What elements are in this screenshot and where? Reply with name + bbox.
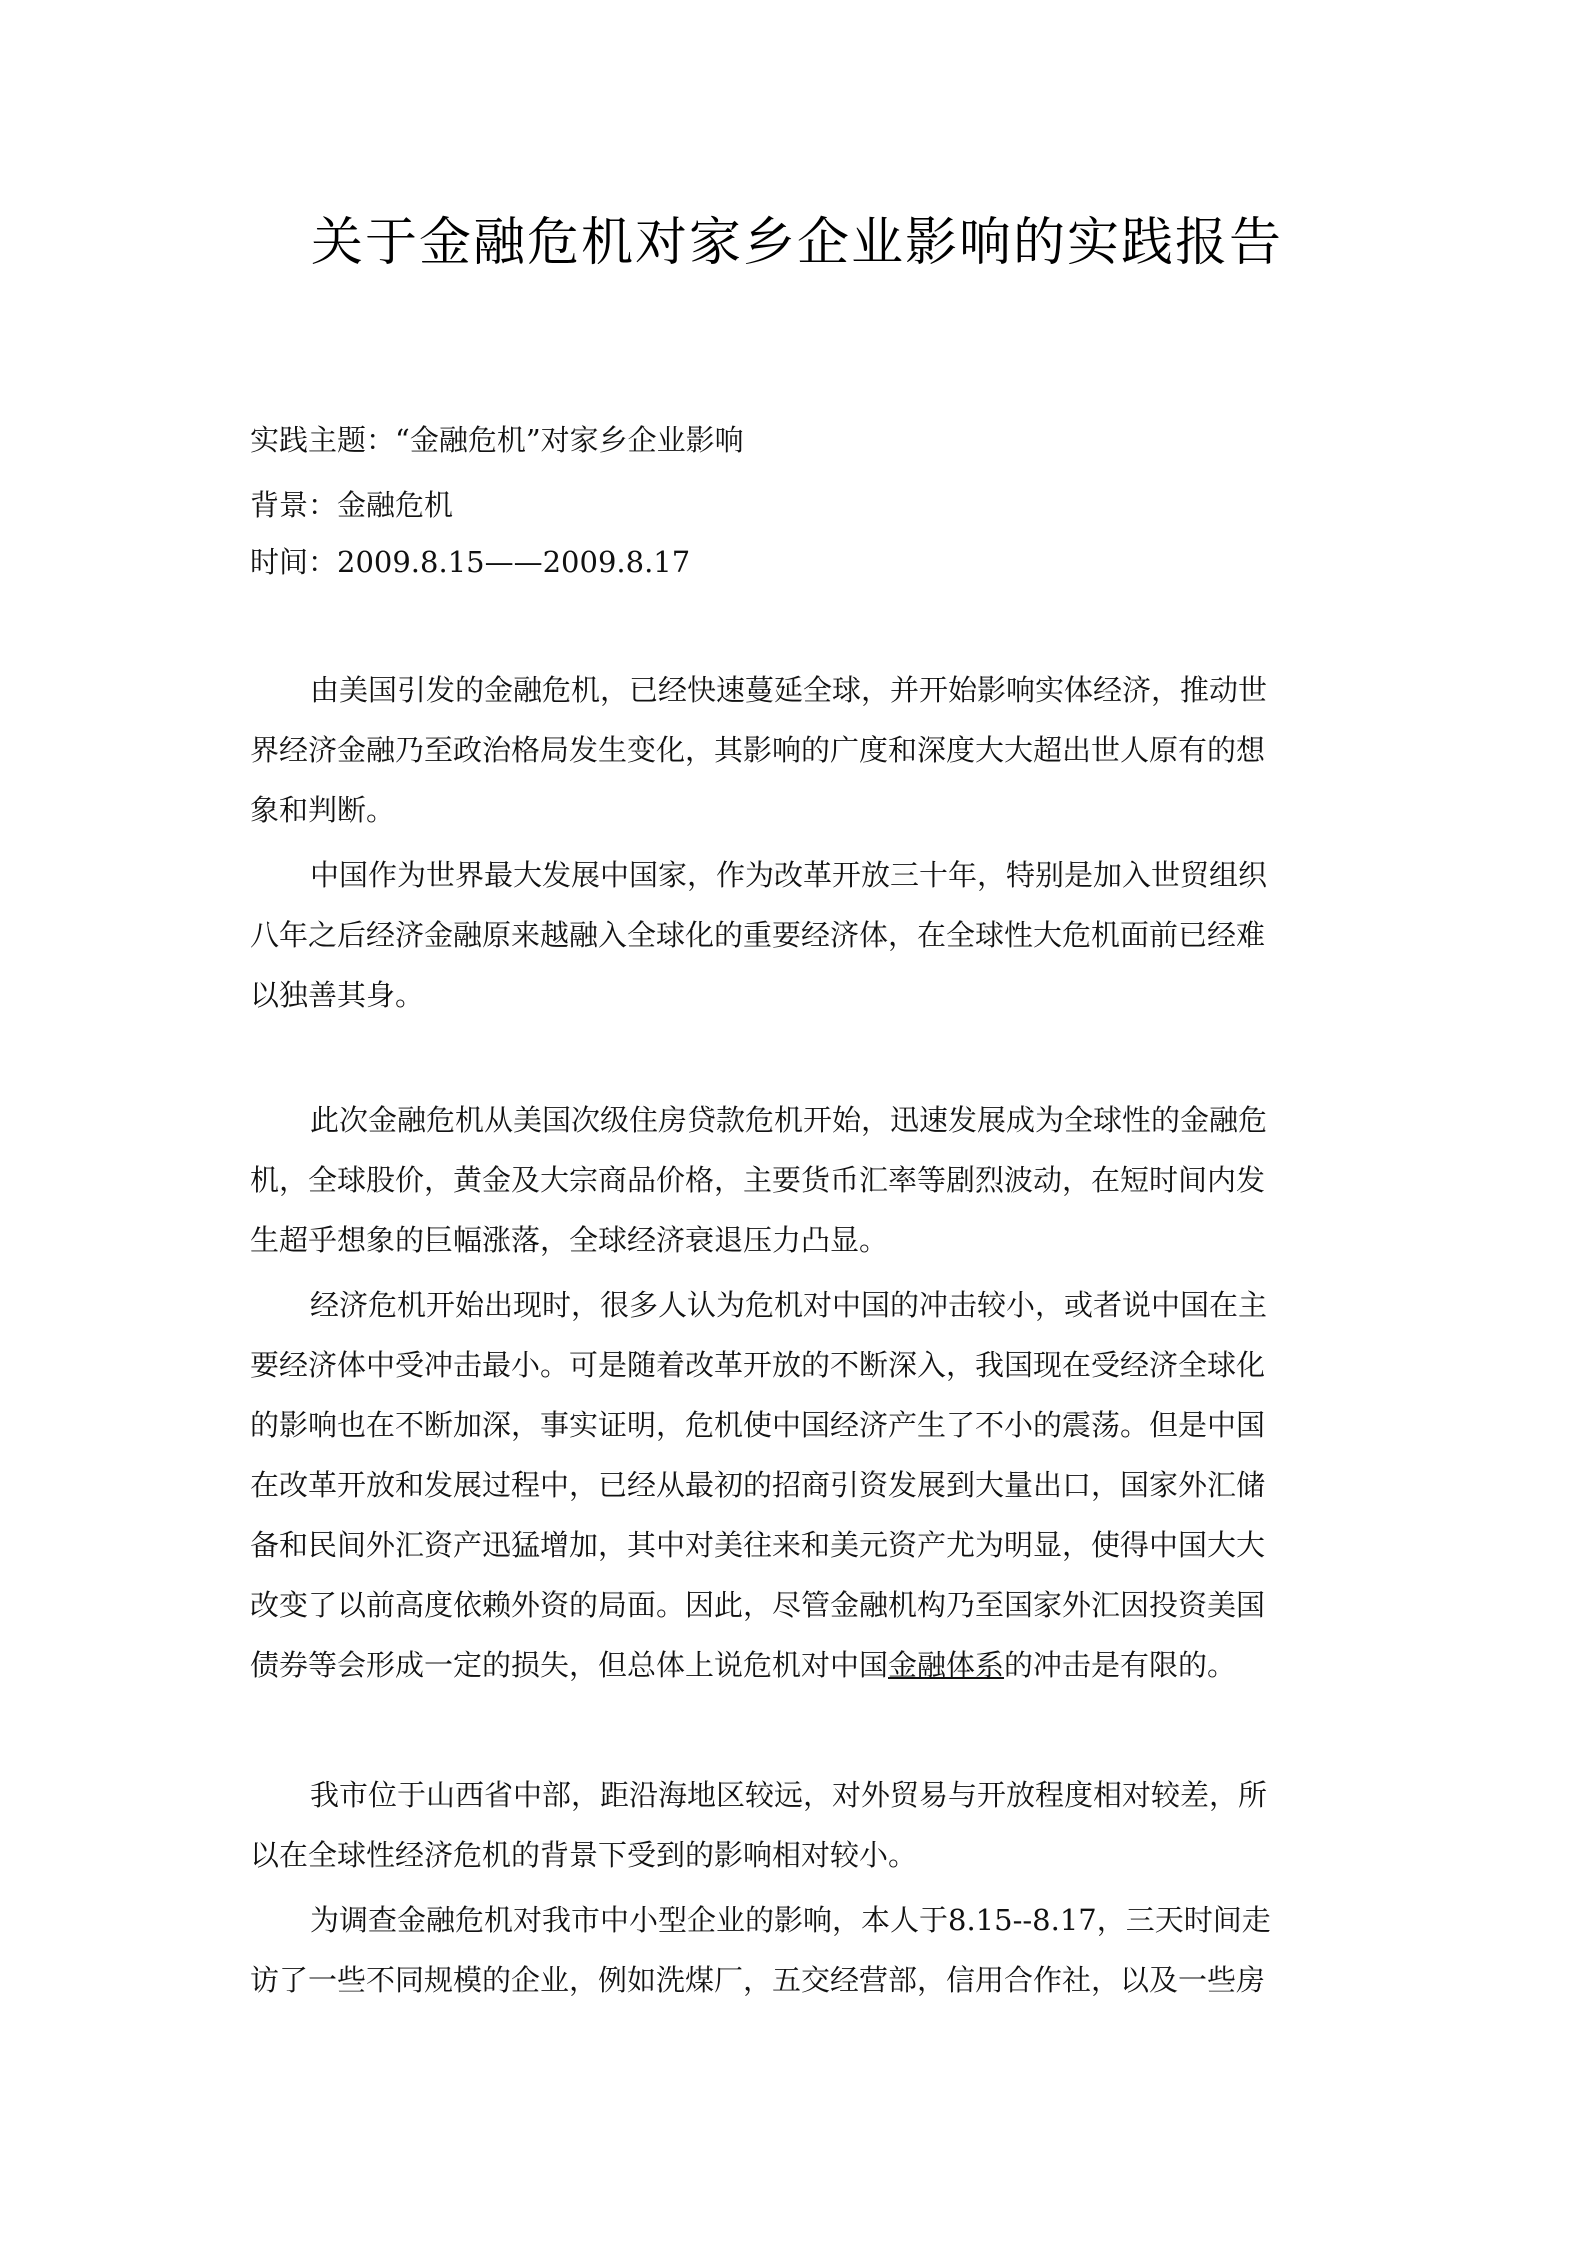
paragraph-2 xyxy=(250,845,1360,1025)
paragraph-line: 的影响也在不断加深，事实证明，危机使中国经济产生了不小的震荡。但是中国 xyxy=(250,1408,1266,1442)
paragraph-line: 象和判断。 xyxy=(250,793,396,827)
paragraph-line: 访了一些不同规模的企业，例如洗煤厂，五交经营部，信用合作社，以及一些房 xyxy=(250,1963,1266,1997)
paragraph-line: 以在全球性经济危机的背景下受到的影响相对较小。 xyxy=(250,1838,918,1872)
paragraph-line: 我市位于山西省中部，距沿海地区较远，对外贸易与开放程度相对较差，所 xyxy=(310,1778,1268,1812)
paragraph-1 xyxy=(250,660,1360,840)
paragraph-3 xyxy=(250,1090,1360,1270)
paragraph-line: 以独善其身。 xyxy=(250,978,425,1012)
paragraph-line: 机，全球股价，黄金及大宗商品价格，主要货币汇率等剧烈波动，在短时间内发 xyxy=(250,1163,1266,1197)
paragraph-text: 债券等会形成一定的损失，但总体上说危机对中国 xyxy=(250,1648,889,1682)
paragraph-text: 的冲击是有限的。 xyxy=(1004,1648,1237,1682)
paragraph-line: 备和民间外汇资产迅猛增加，其中对美往来和美元资产尤为明显，使得中国大大 xyxy=(250,1528,1266,1562)
paragraph-line: 中国作为世界最大发展中国家，作为改革开放三十年，特别是加入世贸组织 xyxy=(310,858,1268,892)
paragraph-6 xyxy=(250,1890,1360,2010)
paragraph-line: 为调查金融危机对我市中小型企业的影响，本人于8.15--8.17，三天时间走 xyxy=(310,1903,1271,1937)
document-title: 关于金融危机对家乡企业影响的实践报告 xyxy=(310,213,1283,273)
paragraph-line: 界经济金融乃至政治格局发生变化，其影响的广度和深度大大超出世人原有的想 xyxy=(250,733,1266,767)
financial-system-link[interactable]: 金融体系 xyxy=(888,1648,1005,1682)
paragraph-line: 生超乎想象的巨幅涨落，全球经济衰退压力凸显。 xyxy=(250,1223,889,1257)
paragraph-line xyxy=(250,1635,1360,1695)
paragraph-line: 由美国引发的金融危机，已经快速蔓延全球，并开始影响实体经济，推动世 xyxy=(310,673,1268,707)
meta-theme: 实践主题：“金融危机”对家乡企业影响 xyxy=(250,423,744,457)
meta-time: 时间：2009.8.15——2009.8.17 xyxy=(250,545,691,579)
paragraph-5 xyxy=(250,1765,1360,1885)
meta-background: 背景：金融危机 xyxy=(250,488,454,522)
paragraph-line: 八年之后经济金融原来越融入全球化的重要经济体，在全球性大危机面前已经难 xyxy=(250,918,1266,952)
paragraph-4 xyxy=(250,1275,1360,1695)
paragraph-line: 此次金融危机从美国次级住房贷款危机开始，迅速发展成为全球性的金融危 xyxy=(310,1103,1268,1137)
paragraph-line: 在改革开放和发展过程中，已经从最初的招商引资发展到大量出口，国家外汇储 xyxy=(250,1468,1266,1502)
paragraph-line: 要经济体中受冲击最小。可是随着改革开放的不断深入，我国现在受经济全球化 xyxy=(250,1348,1266,1382)
paragraph-line: 改变了以前高度依赖外资的局面。因此，尽管金融机构乃至国家外汇因投资美国 xyxy=(250,1588,1266,1622)
paragraph-line: 经济危机开始出现时，很多人认为危机对中国的冲击较小，或者说中国在主 xyxy=(310,1288,1268,1322)
